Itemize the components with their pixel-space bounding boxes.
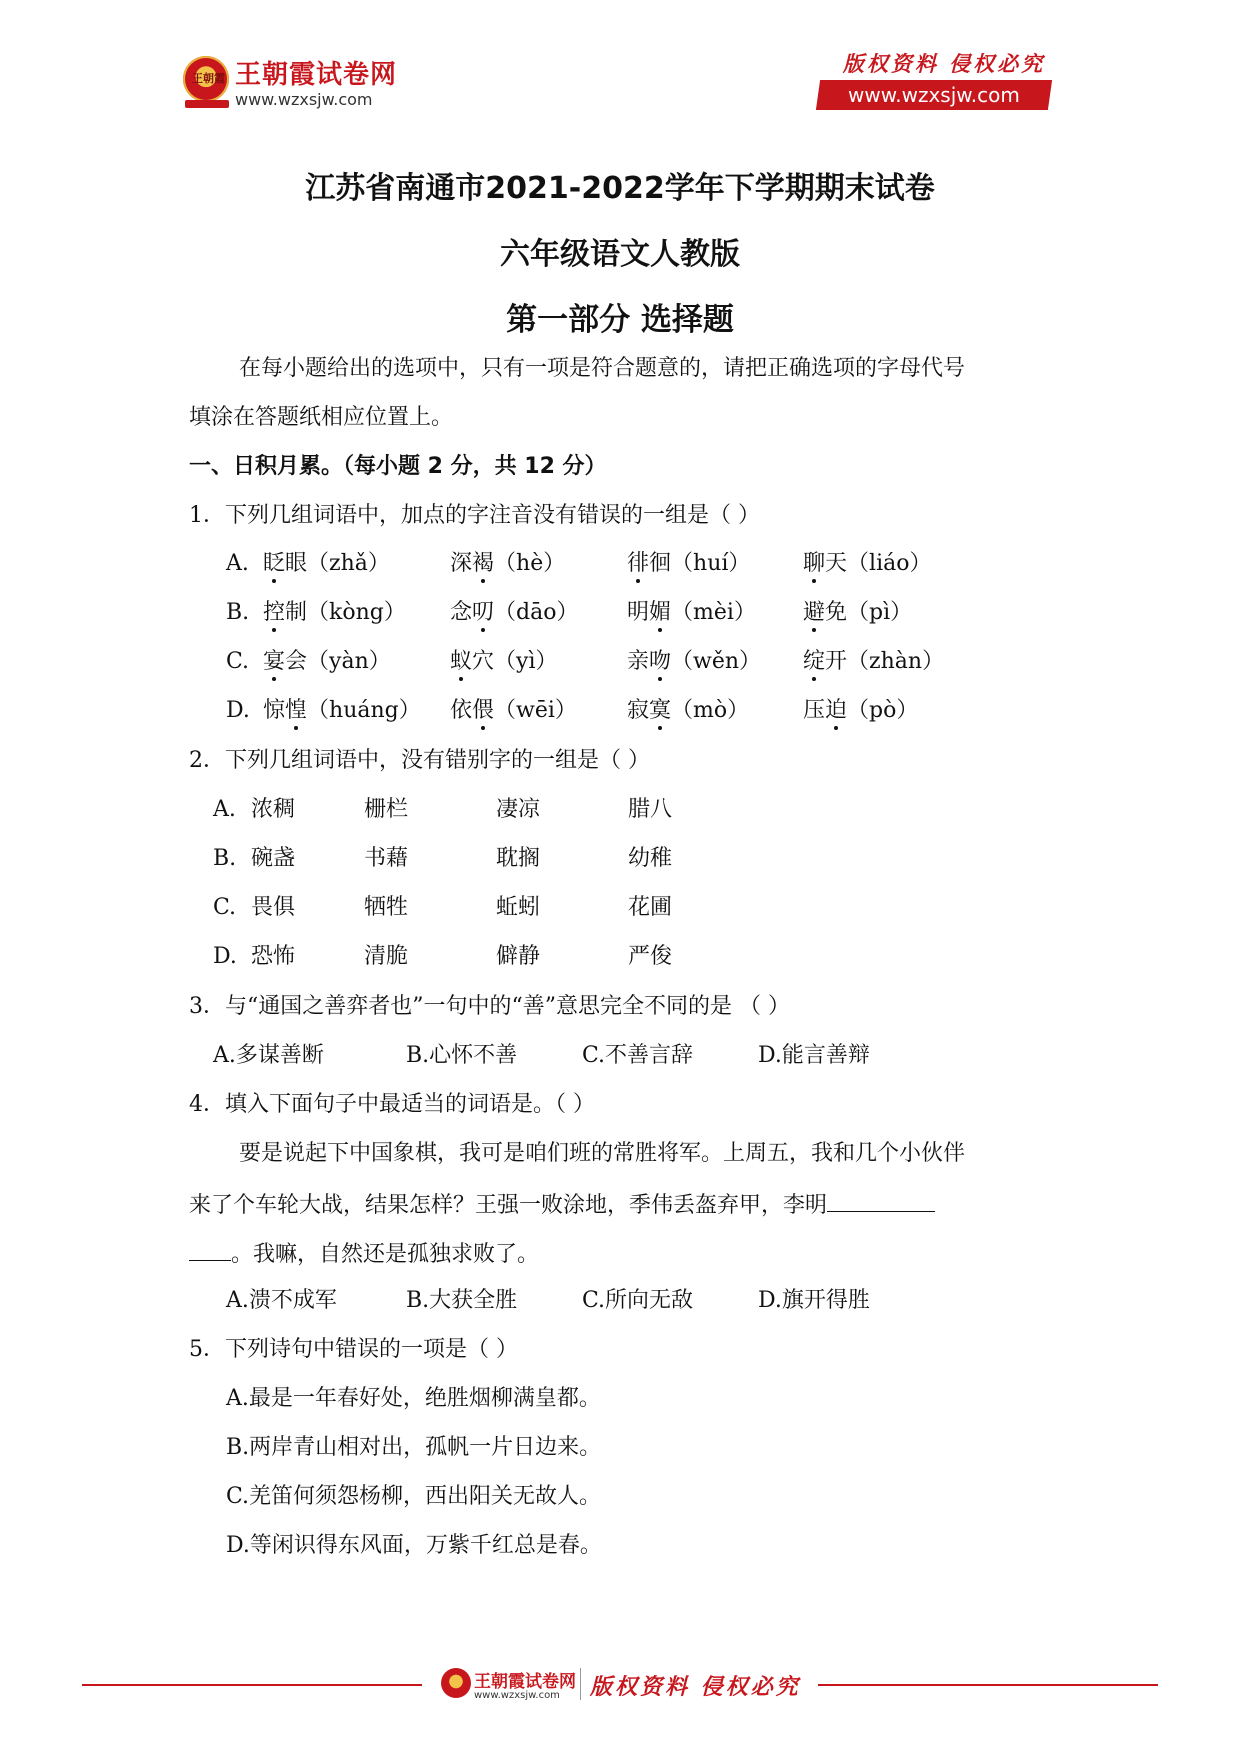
character: 徊 (649, 551, 672, 576)
q5-option-d: D.等闲识得东风面，万紫千红总是春。 (226, 1533, 602, 1558)
character: 会 (285, 649, 308, 674)
character: 明 (627, 600, 650, 625)
answer-blank (827, 1189, 935, 1212)
q2-word: 凄凉 (496, 797, 541, 822)
dotted-character: 避 (803, 600, 826, 625)
q1-word-item (263, 550, 390, 578)
q3-option-d: D.能言善辩 (758, 1043, 870, 1068)
q3-option-b: B.心怀不善 (406, 1043, 518, 1068)
pinyin: （wēi） (494, 698, 577, 723)
q2-word: 蚯蚓 (496, 895, 541, 920)
ribbon-icon (185, 100, 229, 108)
pinyin: （mò） (671, 698, 750, 723)
q5-option-a: A.最是一年春好处，绝胜烟柳满皇都。 (226, 1386, 601, 1411)
dotted-character: 眨 (263, 551, 286, 576)
pinyin: （huáng） (307, 698, 421, 723)
dotted-character: 吻 (649, 649, 672, 674)
q1-word-item (803, 697, 918, 725)
q1-word-item (263, 599, 406, 627)
footer-separator (580, 1668, 581, 1700)
q1-word-item (627, 697, 749, 725)
q1-word-item (803, 599, 912, 627)
header-url: www.wzxsjw.com (848, 83, 1020, 107)
character: 穴 (472, 649, 495, 674)
q1-word-item (263, 648, 391, 676)
dotted-character: 聊 (803, 551, 826, 576)
q4-passage-line-3 (189, 1238, 539, 1269)
pinyin: （liáo） (847, 551, 932, 576)
q1-word-item (450, 599, 578, 627)
logo-url: www.wzxsjw.com (235, 90, 373, 109)
dotted-character: 寞 (649, 698, 672, 723)
character: 依 (450, 698, 473, 723)
q1-option-label: B. (226, 600, 250, 625)
pinyin: （zhàn） (847, 649, 945, 674)
q5-option-b: B.两岸青山相对出，孤帆一片日边来。 (226, 1435, 602, 1460)
exam-title: 江苏省南通市2021-2022学年下学期期末试卷 (305, 171, 935, 206)
header-url-box (816, 80, 1052, 110)
pinyin: （wěn） (671, 649, 762, 674)
footer-rule-left (82, 1684, 422, 1686)
pinyin: （kòng） (307, 600, 406, 625)
footer-seal-icon (441, 1668, 471, 1698)
pinyin: （dāo） (494, 600, 579, 625)
q3-stem: 3．与“通国之善弈者也”一句中的“善”意思完全不同的是 （ ） (189, 994, 790, 1019)
q4-passage-line-2 (189, 1189, 935, 1220)
q3-option-c: C.不善言辞 (582, 1043, 694, 1068)
q4-option-d: D.旗开得胜 (758, 1288, 870, 1313)
q2-word: 畏俱 (251, 895, 296, 920)
q1-option-label: C. (226, 649, 250, 674)
character: 念 (450, 600, 473, 625)
character: 寂 (627, 698, 650, 723)
dotted-character: 叨 (472, 600, 495, 625)
q2-word: 碗盏 (251, 846, 296, 871)
q4-passage-end: 。我嘛，自然还是孤独求败了。 (231, 1242, 540, 1267)
q4-option-b: B.大获全胜 (406, 1288, 518, 1313)
character: 深 (450, 551, 473, 576)
q1-word-item (627, 648, 761, 676)
pinyin: （pò） (847, 698, 919, 723)
dotted-character: 偎 (472, 698, 495, 723)
part-title: 第一部分 选择题 (506, 302, 734, 338)
q4-passage-text: 来了个车轮大战，结果怎样？王强一败涂地，季伟丢盔弃甲，李明 (189, 1193, 828, 1218)
q1-word-item (450, 697, 577, 725)
q1-word-item (263, 697, 421, 725)
dotted-character: 蚁 (450, 649, 473, 674)
dotted-character: 媚 (649, 600, 672, 625)
dotted-character: 控 (263, 600, 286, 625)
footer-copyright: 版权资料 侵权必究 (590, 1674, 801, 1700)
site-logo (183, 52, 423, 114)
section-heading: 一、日积月累。（每小题 2 分，共 12 分） (189, 454, 607, 479)
dotted-character: 绽 (803, 649, 826, 674)
q2-stem: 2．下列几组词语中，没有错别字的一组是（ ） (189, 748, 650, 773)
q2-word: 幼稚 (628, 846, 673, 871)
dotted-character: 迫 (825, 698, 848, 723)
q2-word: 花圃 (628, 895, 673, 920)
q1-option-label: A. (226, 551, 249, 576)
q1-word-item (627, 599, 756, 627)
pinyin: （mèi） (671, 600, 756, 625)
q1-word-item (450, 648, 558, 676)
pinyin: （hè） (494, 551, 566, 576)
character: 天 (825, 551, 848, 576)
q2-word: 僻静 (496, 944, 541, 969)
q2-word: 浓稠 (251, 797, 296, 822)
dotted-character: 宴 (263, 649, 286, 674)
pinyin: （yàn） (307, 649, 391, 674)
answer-blank-continued (189, 1238, 231, 1261)
seal-text: 王朝霞 (192, 72, 225, 85)
q1-word-item (803, 550, 931, 578)
copyright-notice: 版权资料 侵权必究 (842, 51, 1046, 76)
q4-option-c: C.所向无敌 (582, 1288, 694, 1313)
q2-word: 清脆 (364, 944, 409, 969)
footer-url: www.wzxsjw.com (474, 1690, 560, 1701)
character: 制 (285, 600, 308, 625)
q1-word-item (450, 550, 565, 578)
dotted-character: 惶 (285, 698, 308, 723)
q5-option-c: C.羌笛何须怨杨柳，西出阳关无故人。 (226, 1484, 602, 1509)
q2-option-label: C. (213, 895, 237, 920)
pinyin: （huí） (671, 551, 751, 576)
q4-option-a: A.溃不成军 (226, 1288, 337, 1313)
q2-option-label: D. (213, 944, 237, 969)
character: 惊 (263, 698, 286, 723)
q2-option-label: A. (213, 797, 236, 822)
pinyin: （pì） (847, 600, 913, 625)
q4-stem: 4．填入下面句子中最适当的词语是。（ ） (189, 1092, 595, 1117)
pinyin: （yì） (494, 649, 558, 674)
exam-subtitle: 六年级语文人教版 (500, 237, 740, 272)
q2-word: 严俊 (628, 944, 673, 969)
q2-word: 栅栏 (364, 797, 409, 822)
logo-title: 王朝霞试卷网 (235, 60, 398, 90)
q2-word: 耽搁 (496, 846, 541, 871)
q1-stem: 1．下列几组词语中，加点的字注音没有错误的一组是（ ） (189, 503, 760, 528)
character: 开 (825, 649, 848, 674)
q2-word: 牺牲 (364, 895, 409, 920)
q3-option-a: A.多谋善断 (213, 1043, 324, 1068)
footer-rule-right (818, 1684, 1158, 1686)
q1-option-label: D. (226, 698, 250, 723)
q1-word-item (627, 550, 750, 578)
character: 眼 (285, 551, 308, 576)
q2-word: 恐怖 (251, 944, 296, 969)
instructions-line-1: 在每小题给出的选项中，只有一项是符合题意的，请把正确选项的字母代号 (239, 356, 966, 381)
character: 免 (825, 600, 848, 625)
footer-logo-title: 王朝霞试卷网 (474, 1672, 576, 1692)
q2-word: 书藉 (364, 846, 409, 871)
q4-passage-line-1: 要是说起下中国象棋，我可是咱们班的常胜将军。上周五，我和几个小伙伴 (239, 1141, 966, 1166)
dotted-character: 褐 (472, 551, 495, 576)
seal-icon (183, 56, 229, 102)
q5-stem: 5．下列诗句中错误的一项是（ ） (189, 1337, 518, 1362)
pinyin: （zhǎ） (307, 551, 390, 576)
q1-word-item (803, 648, 944, 676)
q2-option-label: B. (213, 846, 237, 871)
instructions-line-2: 填涂在答题纸相应位置上。 (189, 405, 454, 430)
character: 亲 (627, 649, 650, 674)
dotted-character: 徘 (627, 551, 650, 576)
character: 压 (803, 698, 826, 723)
q2-word: 腊八 (628, 797, 673, 822)
